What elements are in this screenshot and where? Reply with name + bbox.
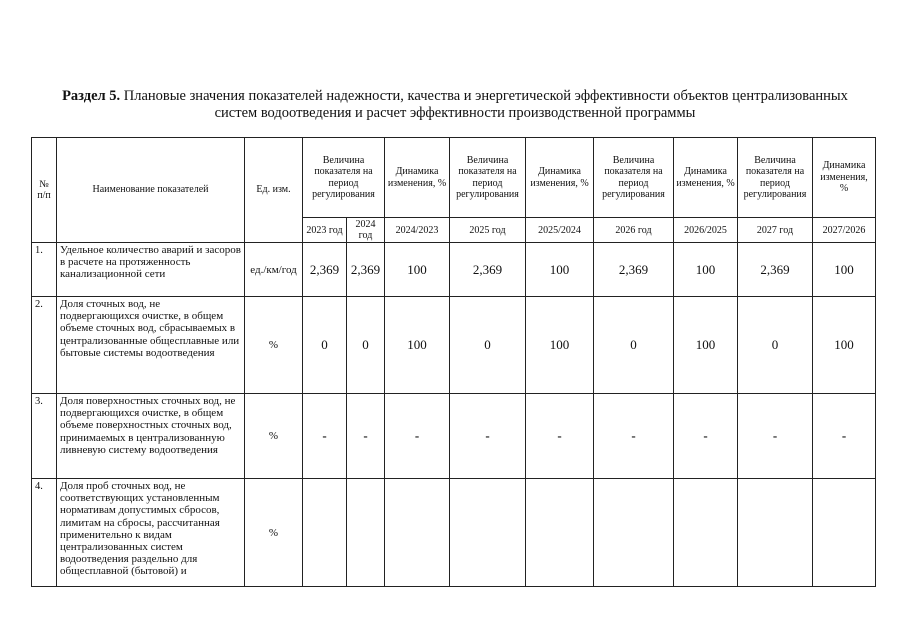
cell-2025-2024 <box>526 479 594 587</box>
row-num: 3. <box>32 394 57 479</box>
cell-2025 <box>450 479 526 587</box>
header-dynamics-2027: Динамика изменения, % <box>813 138 876 218</box>
cell-2025-2024: 100 <box>526 243 594 297</box>
cell-2024-2023 <box>385 479 450 587</box>
cell-2025-2024: - <box>526 394 594 479</box>
subheader-2026-2025: 2026/2025 <box>674 218 738 243</box>
subheader-2024: 2024 год <box>347 218 385 243</box>
cell-2025: 2,369 <box>450 243 526 297</box>
section-title-number: Раздел 5. <box>62 88 121 104</box>
header-unit: Ед. изм. <box>245 138 303 243</box>
row-name: Удельное количество аварий и засоров в расчете на протяженность канализационной сети <box>57 243 245 297</box>
row-unit: % <box>245 394 303 479</box>
cell-2024: - <box>347 394 385 479</box>
cell-2027: 0 <box>738 297 813 394</box>
cell-2026-2025: - <box>674 394 738 479</box>
cell-2026: 2,369 <box>594 243 674 297</box>
subheader-2027-2026: 2027/2026 <box>813 218 876 243</box>
cell-2027: 2,369 <box>738 243 813 297</box>
table-row <box>32 479 876 587</box>
cell-2023 <box>303 479 347 587</box>
row-num: 2. <box>32 297 57 394</box>
row-num: 4. <box>32 479 57 587</box>
subheader-2026: 2026 год <box>594 218 674 243</box>
cell-2025: - <box>450 394 526 479</box>
cell-2026: - <box>594 394 674 479</box>
cell-2026: 0 <box>594 297 674 394</box>
row-num: 1. <box>32 243 57 297</box>
header-dynamics-2026: Динамика изменения, % <box>674 138 738 218</box>
header-name: Наименование показателей <box>57 138 245 243</box>
table-row <box>32 297 876 394</box>
cell-2027: - <box>738 394 813 479</box>
cell-2027-2026: - <box>813 394 876 479</box>
cell-2026-2025: 100 <box>674 297 738 394</box>
header-value-2023-2024: Величина показателя на период регулирования <box>303 138 385 218</box>
header-dynamics-2024: Динамика изменения, % <box>385 138 450 218</box>
table-row <box>32 243 876 297</box>
subheader-2027: 2027 год <box>738 218 813 243</box>
section-title <box>60 88 850 122</box>
cell-2024-2023: 100 <box>385 297 450 394</box>
subheader-2025-2024: 2025/2024 <box>526 218 594 243</box>
cell-2026-2025 <box>674 479 738 587</box>
cell-2027-2026 <box>813 479 876 587</box>
subheader-2025: 2025 год <box>450 218 526 243</box>
cell-2024-2023: 100 <box>385 243 450 297</box>
header-num: № п/п <box>32 138 57 243</box>
section-title-text: Плановые значения показателей надежности, качества и энергетической эффективности объектов централизованных систем водоотведения и расчет эффективности производственной программы <box>123 88 848 121</box>
cell-2026-2025: 100 <box>674 243 738 297</box>
header-dynamics-2025: Динамика изменения, % <box>526 138 594 218</box>
row-name: Доля сточных вод, не подвергающихся очистке, в общем объеме сточных вод, сбрасываемых в централизованные общесплавные или бытовые системы водоотведения <box>57 297 245 394</box>
cell-2025: 0 <box>450 297 526 394</box>
subheader-2023: 2023 год <box>303 218 347 243</box>
cell-2025-2024: 100 <box>526 297 594 394</box>
cell-2023: - <box>303 394 347 479</box>
cell-2024: 2,369 <box>347 243 385 297</box>
row-unit: ед./км/год <box>245 243 303 297</box>
indicators-table <box>31 137 876 587</box>
cell-2024-2023: - <box>385 394 450 479</box>
row-unit: % <box>245 479 303 587</box>
cell-2023: 0 <box>303 297 347 394</box>
header-value-2026: Величина показателя на период регулирования <box>594 138 674 218</box>
cell-2024 <box>347 479 385 587</box>
cell-2027 <box>738 479 813 587</box>
cell-2027-2026: 100 <box>813 243 876 297</box>
cell-2024: 0 <box>347 297 385 394</box>
row-name: Доля проб сточных вод, не соответствующих установленным нормативам допустимых сбросов, лимитам на сбросы, рассчитанная применительно к видам централизованных систем водоотведения раздельно для общесплавной (бытовой) и <box>57 479 245 587</box>
cell-2026 <box>594 479 674 587</box>
cell-2023: 2,369 <box>303 243 347 297</box>
row-unit: % <box>245 297 303 394</box>
header-value-2027: Величина показателя на период регулирования <box>738 138 813 218</box>
header-value-2025: Величина показателя на период регулирования <box>450 138 526 218</box>
row-name: Доля поверхностных сточных вод, не подвергающихся очистке, в общем объеме поверхностных сточных вод, принимаемых в централизованную ливневую систему водоотведения <box>57 394 245 479</box>
cell-2027-2026: 100 <box>813 297 876 394</box>
subheader-2024-2023: 2024/2023 <box>385 218 450 243</box>
table-row <box>32 394 876 479</box>
